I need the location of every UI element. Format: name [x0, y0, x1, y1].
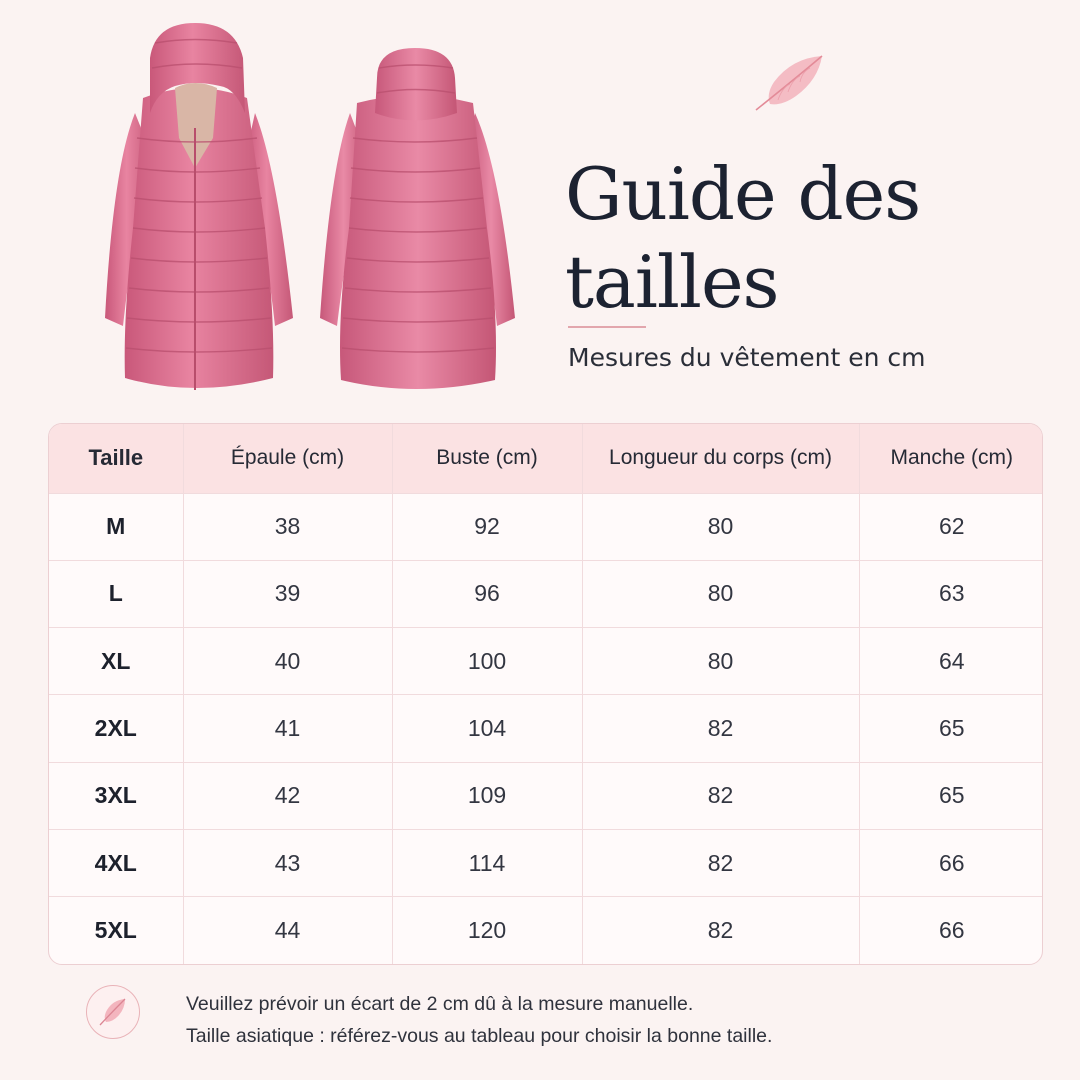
size-cell: 4XL — [49, 829, 183, 896]
bust-cell: 114 — [392, 829, 582, 896]
page-subtitle: Mesures du vêtement en cm — [568, 343, 926, 372]
size-cell: XL — [49, 628, 183, 695]
feather-icon — [97, 996, 129, 1028]
column-header-buste: Buste (cm) — [392, 424, 582, 493]
shoulder-cell: 41 — [183, 695, 392, 762]
shoulder-cell: 40 — [183, 628, 392, 695]
size-cell: M — [49, 493, 183, 560]
table-row — [49, 762, 1043, 829]
table-row — [49, 897, 1043, 964]
column-header-longueur: Longueur du corps (cm) — [582, 424, 859, 493]
title-line-1: Guide des — [565, 152, 921, 236]
sleeve-cell: 66 — [859, 829, 1043, 896]
column-header-manche: Manche (cm) — [859, 424, 1043, 493]
bust-cell: 104 — [392, 695, 582, 762]
size-table — [48, 423, 1043, 965]
feather-icon — [752, 52, 828, 114]
table-row — [49, 829, 1043, 896]
size-cell: 5XL — [49, 897, 183, 964]
table-header-row — [49, 424, 1043, 493]
coat-back-view — [320, 48, 515, 389]
column-header-epaule: Épaule (cm) — [183, 424, 392, 493]
title-divider — [568, 326, 646, 328]
sleeve-cell: 65 — [859, 695, 1043, 762]
shoulder-cell: 42 — [183, 762, 392, 829]
length-cell: 80 — [582, 493, 859, 560]
size-cell: 2XL — [49, 695, 183, 762]
page-title — [565, 150, 1045, 326]
size-cell: L — [49, 560, 183, 627]
sleeve-cell: 66 — [938, 917, 965, 944]
shoulder-cell: 43 — [183, 829, 392, 896]
length-cell: 80 — [582, 560, 859, 627]
table-row — [49, 493, 1043, 560]
length-cell: 82 — [582, 695, 859, 762]
footer-badge — [86, 985, 140, 1039]
length-cell: 82 — [582, 762, 859, 829]
size-cell: 3XL — [49, 762, 183, 829]
bust-cell: 109 — [392, 762, 582, 829]
length-cell: 82 — [582, 829, 859, 896]
product-image-puffer-coat — [95, 18, 525, 403]
title-line-2: tailles — [565, 240, 779, 324]
bust-cell: 96 — [392, 560, 582, 627]
sleeve-cell: 63 — [859, 560, 1043, 627]
note-measurement-tolerance: Veuillez prévoir un écart de 2 cm dû à la mesure manuelle. — [186, 993, 694, 1015]
shoulder-cell: 38 — [183, 493, 392, 560]
sleeve-cell: 64 — [859, 628, 1043, 695]
bust-cell: 100 — [392, 628, 582, 695]
shoulder-cell: 44 — [183, 897, 392, 964]
coat-front-view — [105, 23, 293, 390]
column-header-taille: Taille — [49, 424, 183, 493]
note-asian-sizing: Taille asiatique : référez-vous au tableau pour choisir la bonne taille. — [186, 1025, 773, 1047]
table-row — [49, 560, 1043, 627]
bust-cell: 120 — [392, 897, 582, 964]
shoulder-cell: 39 — [183, 560, 392, 627]
sleeve-cell: 65 — [859, 762, 1043, 829]
sleeve-cell: 62 — [859, 493, 1043, 560]
table-row — [49, 628, 1043, 695]
length-cell: 82 — [582, 897, 859, 964]
length-cell: 80 — [582, 628, 859, 695]
table-row — [49, 695, 1043, 762]
bust-cell: 92 — [392, 493, 582, 560]
